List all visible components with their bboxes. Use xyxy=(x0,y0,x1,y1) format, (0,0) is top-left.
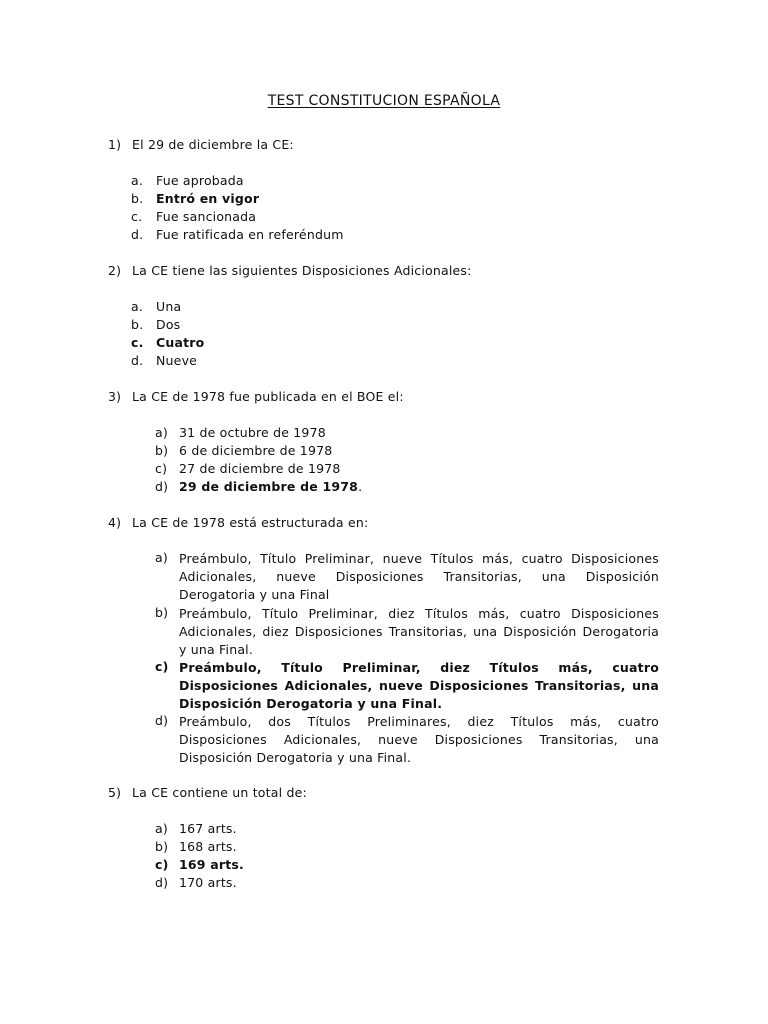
question-3 xyxy=(108,389,404,404)
q4-option-c-label: c) xyxy=(155,659,169,674)
question-number: 4) xyxy=(108,515,122,530)
question-text: La CE de 1978 está estructurada en: xyxy=(132,515,369,530)
question-5 xyxy=(108,785,307,800)
q4-option-a-label: a) xyxy=(155,550,168,565)
question-text: La CE de 1978 fue publicada en el BOE el: xyxy=(132,389,404,404)
question-number: 1) xyxy=(108,137,122,152)
question-text: La CE tiene las siguientes Disposiciones Adicionales: xyxy=(132,263,472,278)
question-text: El 29 de diciembre la CE: xyxy=(132,137,294,152)
q4-option-c-correct: Preámbulo, Título Preliminar, diez Títulos más, cuatro Disposiciones Adicionales, nueve Disposiciones Transitorias, una Disposición Derogatoria y una Final. xyxy=(179,660,659,711)
question-number: 5) xyxy=(108,785,122,800)
question-text: La CE contiene un total de: xyxy=(132,785,307,800)
q4-option-d: Preámbulo, dos Títulos Preliminares, diez Títulos más, cuatro Disposiciones Adicionales, nueve Disposiciones Transitorias, una Disposición Derogatoria y una Final. xyxy=(179,714,659,765)
document-title: TEST CONSTITUCION ESPAÑOLA xyxy=(267,93,501,109)
q4-option-b-label: b) xyxy=(155,605,169,620)
q4-option-d-label: d) xyxy=(155,713,169,728)
document-page: TEST CONSTITUCION ESPAÑOLA 1) El 29 de diciembre la CE: a. Fue aprobada b. Entró en vigor c. Fue sancionada d. Fue ratificada en referéndum 2) La CE tiene las siguientes Disposiciones Adicionales: a. Una b. Dos c. Cuatro d. Nueve 3) La CE de 1978 fue publicada en el BOE el: a) 31 de octubre de 1978 b) 6 de diciembre de 1978 c) 27 de diciembre de 1978 d) 29 de diciembre de 1978. 4) La CE de 1978 está estructurada en: a) Preámbulo, Título Preliminar, nueve Títulos más, cuatro Disposiciones Adicionales, nueve Disposiciones Transitorias, una Disposición Derogatoria y una Final b) Preámbulo, Título Preliminar, diez Títulos más, cuatro Disposiciones Adicionales, diez Disposiciones Transitorias, una Disposición Derogatoria y una Final. c) Preámbulo, Título Preliminar, diez Títulos más, cuatro Disposiciones Adicionales, nueve Disposiciones Transitorias, una Disposición Derogatoria y una Final. d) Preámbulo, dos Títulos Preliminares, diez Títulos más, cuatro Disposiciones Adicionales, nueve Disposiciones Transitorias, una Disposición Derogatoria y una Final. 5) La CE contiene un total de: a) 167 arts. b) 168 arts. c) 169 arts. d) 170 arts. xyxy=(0,0,768,1024)
question-4 xyxy=(108,515,368,530)
q4-option-b: Preámbulo, Título Preliminar, diez Títulos más, cuatro Disposiciones Adicionales, diez Disposiciones Transitorias, una Disposición Derogatoria y una Final. xyxy=(179,606,659,657)
question-2 xyxy=(108,263,472,278)
question-number: 3) xyxy=(108,389,122,404)
question-1 xyxy=(108,137,294,152)
question-number: 2) xyxy=(108,263,122,278)
q4-option-a: Preámbulo, Título Preliminar, nueve Títulos más, cuatro Disposiciones Adicionales, nueve Disposiciones Transitorias, una Disposición Derogatoria y una Final xyxy=(179,551,659,602)
